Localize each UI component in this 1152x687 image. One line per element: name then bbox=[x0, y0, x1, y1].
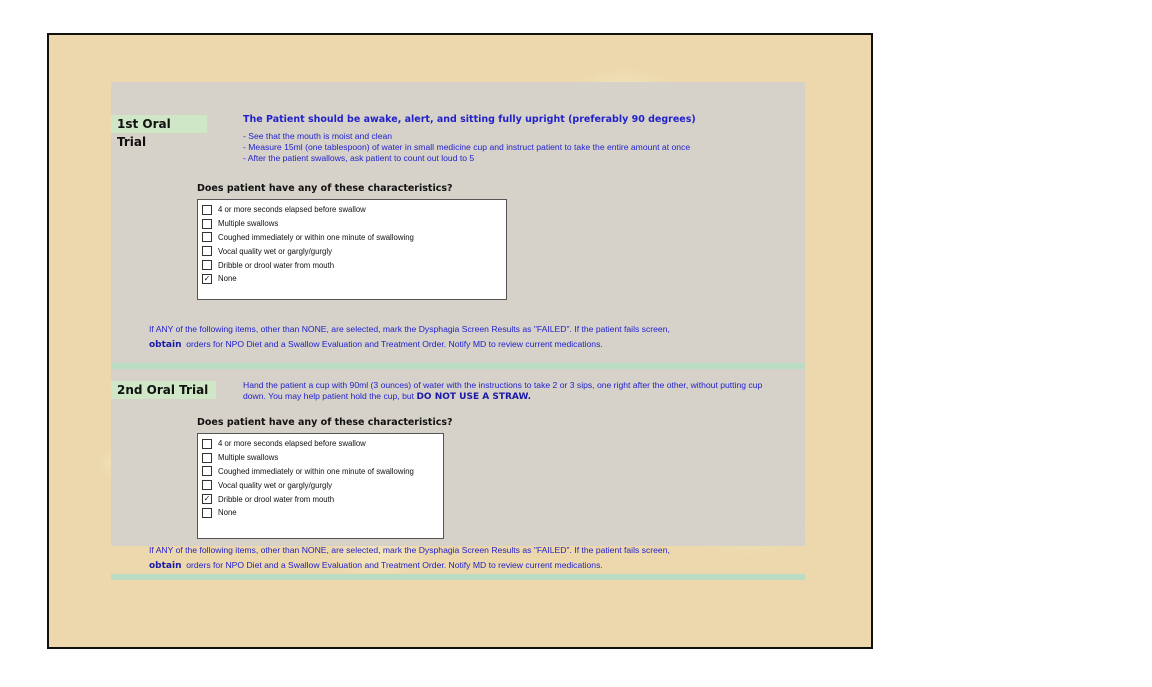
checkbox[interactable] bbox=[202, 480, 212, 490]
checkbox[interactable] bbox=[202, 439, 212, 449]
checkbox[interactable] bbox=[202, 260, 212, 270]
trial1-bullet: - See that the mouth is moist and clean bbox=[243, 131, 393, 141]
checkbox[interactable] bbox=[202, 246, 212, 256]
checkbox-label: Vocal quality wet or gargly/gurgly bbox=[218, 480, 332, 490]
list-item[interactable] bbox=[198, 217, 506, 231]
checkbox[interactable]: ✓ bbox=[203, 273, 211, 283]
checkbox-label: Coughed immediately or within one minute of swallowing bbox=[218, 466, 414, 476]
list-item[interactable] bbox=[198, 258, 506, 272]
trial1-title: 1st Oral Trial bbox=[111, 115, 207, 133]
checkbox-label: Dribble or drool water from mouth bbox=[218, 260, 335, 270]
checkbox-label: Multiple swallows bbox=[218, 453, 279, 463]
screenshot-frame bbox=[47, 33, 873, 649]
checkbox[interactable] bbox=[202, 508, 212, 518]
list-item[interactable] bbox=[198, 451, 443, 465]
checkbox-label: None bbox=[218, 274, 237, 284]
trial1-characteristics-list bbox=[197, 199, 507, 300]
trial2-characteristics-list bbox=[197, 433, 444, 539]
trial2-intro-text: Hand the patient a cup with 90ml (3 ounces) of water with the instructions to take 2 or 3 sips, one right after the other, without putting cup down. You may help patient hold the cup, but bbox=[243, 380, 763, 401]
note-line bbox=[149, 337, 789, 353]
note-line: If ANY of the following items, other than NONE, are selected, mark the Dysphagia Screen Results as "FAILED". If the patient fails screen, bbox=[149, 545, 670, 555]
trial1-bullet: - Measure 15ml (one tablespoon) of water in small medicine cup and instruct patient to take the entire amount at once bbox=[243, 142, 691, 152]
trial2-question: Does patient have any of these characteristics? bbox=[197, 417, 453, 428]
trial1-failure-note bbox=[149, 322, 789, 353]
dysphagia-screen-panel bbox=[111, 82, 805, 571]
trial1-question: Does patient have any of these characteristics? bbox=[197, 183, 453, 194]
section-divider bbox=[111, 363, 805, 369]
checkbox[interactable] bbox=[202, 453, 212, 463]
checkbox[interactable] bbox=[202, 205, 212, 215]
note-text: orders for NPO Diet and a Swallow Evaluation and Treatment Order. Notify MD to review current medications. bbox=[186, 339, 603, 349]
section-divider bbox=[111, 574, 805, 580]
checkbox-label: 4 or more seconds elapsed before swallow bbox=[218, 205, 366, 215]
trial1-intro-heading: The Patient should be awake, alert, and sitting fully upright (preferably 90 degrees) bbox=[243, 114, 696, 125]
checkbox[interactable] bbox=[202, 466, 212, 476]
checkbox-label: None bbox=[218, 508, 237, 518]
trial1-bullet: - After the patient swallows, ask patient to count out loud to 5 bbox=[243, 153, 475, 163]
trial2-failure-note bbox=[149, 543, 789, 574]
list-item[interactable] bbox=[198, 203, 506, 217]
list-item[interactable] bbox=[198, 437, 443, 451]
list-item[interactable] bbox=[198, 244, 506, 258]
checkbox[interactable] bbox=[202, 219, 212, 229]
list-item[interactable] bbox=[198, 272, 506, 286]
list-item[interactable] bbox=[198, 465, 443, 479]
checkbox-label: Vocal quality wet or gargly/gurgly bbox=[218, 246, 332, 256]
trial2-title: 2nd Oral Trial bbox=[111, 381, 216, 399]
checkbox-label: Multiple swallows bbox=[218, 219, 279, 229]
list-item[interactable] bbox=[198, 506, 443, 520]
checkbox[interactable] bbox=[202, 232, 212, 242]
no-straw-warning: DO NOT USE A STRAW. bbox=[416, 392, 532, 402]
checkbox-label: Dribble or drool water from mouth bbox=[218, 494, 335, 504]
obtain-label: obtain bbox=[149, 340, 182, 350]
trial2-intro bbox=[243, 380, 773, 403]
list-item[interactable] bbox=[198, 231, 506, 245]
checkbox-label: 4 or more seconds elapsed before swallow bbox=[218, 439, 366, 449]
note-line bbox=[149, 558, 789, 574]
list-item[interactable] bbox=[198, 492, 443, 506]
checkbox-label: Coughed immediately or within one minute of swallowing bbox=[218, 232, 414, 242]
obtain-label: obtain bbox=[149, 561, 182, 571]
note-text: orders for NPO Diet and a Swallow Evaluation and Treatment Order. Notify MD to review current medications. bbox=[186, 560, 603, 570]
list-item[interactable] bbox=[198, 478, 443, 492]
checkbox[interactable]: ✓ bbox=[203, 494, 211, 504]
note-line: If ANY of the following items, other than NONE, are selected, mark the Dysphagia Screen Results as "FAILED". If the patient fails screen, bbox=[149, 324, 670, 334]
